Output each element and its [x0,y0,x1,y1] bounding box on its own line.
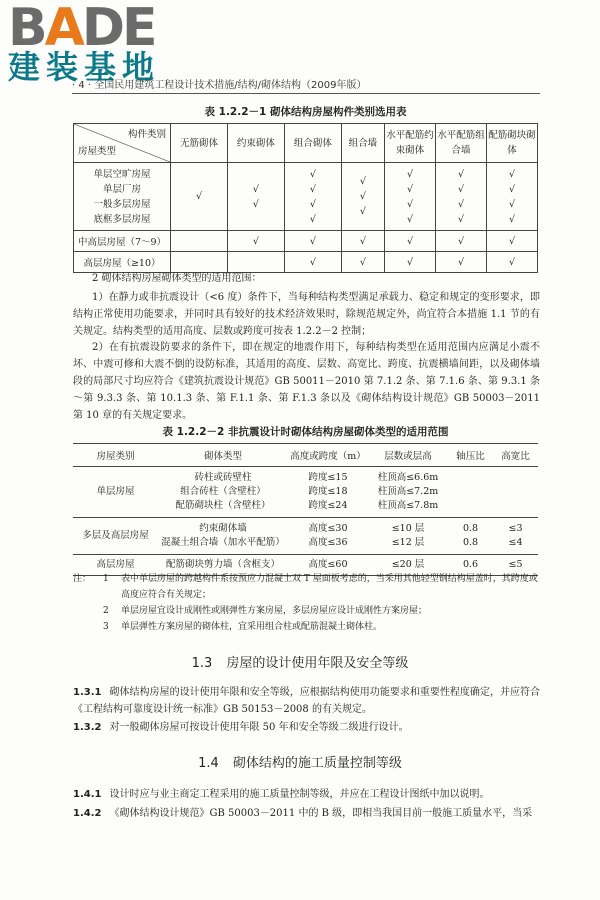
table-cell: √ [487,231,538,252]
body-paragraph: 1）在静力或非抗震设计（<6 度）条件下，当每种结构类型满足承载力、稳定和规定的变形要求，即结构正常使用功能要求，并同时具有较好的技术经济效果时，除规范规定外，尚宜符合本措施 1.1 节的有关规定。结构类型的适用高度、层数或跨度可按表 1.2.2－2 控制； [73,292,540,337]
category-cell: 高层房屋 [73,555,158,576]
table-cell: 配筋砌块剪力墙（含框支） [158,555,288,576]
table-cell: 0.8 0.8 [448,518,493,555]
table-cell: ≤10 层 ≤12 层 [368,518,448,555]
table-cell [493,467,538,518]
col-header: 组合砌体 [284,124,341,163]
table-cell: √ [436,252,487,273]
corner-bottom-label: 房屋类型 [78,146,117,157]
category-cell: 多层及高层房屋 [73,518,158,555]
col-header: 水平配筋组合墙 [436,124,487,163]
table-cell: 0.6 [448,555,493,576]
body-heading: 2 砌体结构房屋砌体类型的适用范围： [92,273,262,284]
table-cell: √ [227,231,284,252]
table-cell: √ √ √ [341,163,384,231]
table1 [73,123,538,273]
table1-mid-row [74,231,538,252]
col-header: 房屋类别 [73,444,158,467]
corner-top-label: 构件类别 [127,129,166,140]
table1-caption: 表 1.2.2－1 砌体结构房屋构件类别选用表 [204,106,407,118]
table-cell: ≤20 层 [368,555,448,576]
clause: 1.4.2 《砌体结构设计规范》GB 50003－2011 中的 B 级，即相当我国目前一般施工质量水平，当采 [73,808,533,819]
clause: 1.4.1 设计时应与业主商定工程采用的施工质量控制等级，并应在工程设计图纸中加以说明。 [73,789,490,800]
row-label: 底框多层房屋 [93,213,151,225]
table-row [73,518,538,555]
note-item: 注： 1 表中单层房屋的跨越构件系按预应力混凝土双 T 屋面板考虑的，当采用其他轻型钢结构屋盖时，其跨度或高度应符合有关规定； [73,571,540,603]
section-heading: 1.4 砌体结构的施工质量控制等级 [198,756,402,771]
col-header: 配筋砌块砌体 [487,124,538,163]
running-header: · 4 · 全国民用建筑工程设计技术措施/结构/砌体结构（2009年版） [72,76,540,94]
table-cell: √ [436,231,487,252]
row-label: 单层空旷房屋 [93,168,151,180]
col-header: 砌体类型 [158,444,288,467]
table-cell: √ [284,231,341,252]
col-header: 无筋砌体 [171,124,228,163]
table-cell: √ √ √ √ [436,163,487,231]
table-cell: 砖柱或砖壁柱 组合砖柱（含壁柱） 配筋砌块柱（含壁柱） [158,467,288,518]
row-labels [74,163,171,231]
col-header: 轴压比 [448,444,493,467]
clause: 1.3.1 砌体结构房屋的设计使用年限和安全等级，应根据结构使用功能要求和重要性程度确定，并应符合《工程结构可靠度设计统一标准》GB 50153－2008 的有关规定。 [73,687,540,715]
table2-caption: 表 1.2.2－2 非抗震设计时砌体结构房屋砌体类型的适用范围 [162,426,449,438]
table2 [73,443,538,576]
table-cell: 约束砌体墙 混凝土组合墙（加水平配筋） [158,518,288,555]
table-cell: √ [171,163,228,231]
table1-corner-cell [74,124,171,163]
table-cell: 跨度≤15 跨度≤18 跨度≤24 [288,467,368,518]
table-cell: √ [341,231,384,252]
table-cell: √ √ [227,163,284,231]
col-header: 层数或层高 [368,444,448,467]
table-cell: √ [385,231,436,252]
table-cell: √ [385,252,436,273]
notes-label: 注： [73,574,92,584]
logo-subtitle: 建装基地 [8,48,161,86]
table-row [73,467,538,518]
table-cell: 高度≤30 高度≤36 [288,518,368,555]
logo-wordmark: BADE [8,0,155,58]
table-cell: 高度≤60 [288,555,368,576]
table-cell: √ √ √ √ [487,163,538,231]
col-header: 组合墙 [341,124,384,163]
table-cell: √ [487,252,538,273]
table1-header-row [74,124,538,163]
table-cell [448,467,493,518]
col-header: 高度或跨度（m） [288,444,368,467]
table-cell: √ [341,252,384,273]
table2-header-row [73,444,538,467]
col-header: 约束砌体 [227,124,284,163]
clause: 1.3.2 对一般砌体房屋可按设计使用年限 50 年和安全等级二级进行设计。 [73,722,409,733]
table-cell [171,231,228,252]
table-cell: √ [284,252,341,273]
table-cell: √ √ √ √ [385,163,436,231]
note-item: 3 单层弹性方案房屋的砌体柱，宜采用组合柱或配筋混凝土砌体柱。 [103,622,383,632]
section-heading: 1.3 房屋的设计使用年限及安全等级 [191,656,409,671]
category-cell: 单层房屋 [73,467,158,518]
table2-notes [73,571,540,635]
table-cell: √ √ √ √ [284,163,341,231]
table-cell: ≤5 [493,555,538,576]
col-header: 水平配筋约束砌体 [385,124,436,163]
row-label: 一般多层房屋 [93,198,151,210]
note-item: 2 单层房屋宜设计成刚性或刚弹性方案房屋，多层房屋应设计成刚性方案房屋； [103,606,428,616]
row-label: 高层房屋（≥10） [74,252,171,273]
row-label: 中高层房屋（7～9） [74,231,171,252]
body-paragraph: 2）在有抗震设防要求的条件下，即在规定的地震作用下，每种结构类型在适用范围内应满足小震不坏、中震可修和大震不倒的设防标准，其适用的高度、层数、高宽比、跨度、抗震横墙间距，以及砌体墙段的局部尺寸均应符合《建筑抗震设计规范》GB 50011－2010 第 7.1.2 条、第 7.1.6 条、第 9.3.1 条～第 9.3.3 条、第 10.1.3 条、第 F.1.1 条、第 F.1.3 条以及《砌体结构设计规范》GB 50003－2011 第 10 章的有关规定要求。 [73,342,540,421]
table-cell: ≤3 ≤4 [493,518,538,555]
col-header: 高宽比 [493,444,538,467]
table1-group-row [74,163,538,231]
row-label: 单层厂房 [102,183,141,195]
table-cell: 柱顶高≤6.6m 柱顶高≤7.2m 柱顶高≤7.8m [368,467,448,518]
